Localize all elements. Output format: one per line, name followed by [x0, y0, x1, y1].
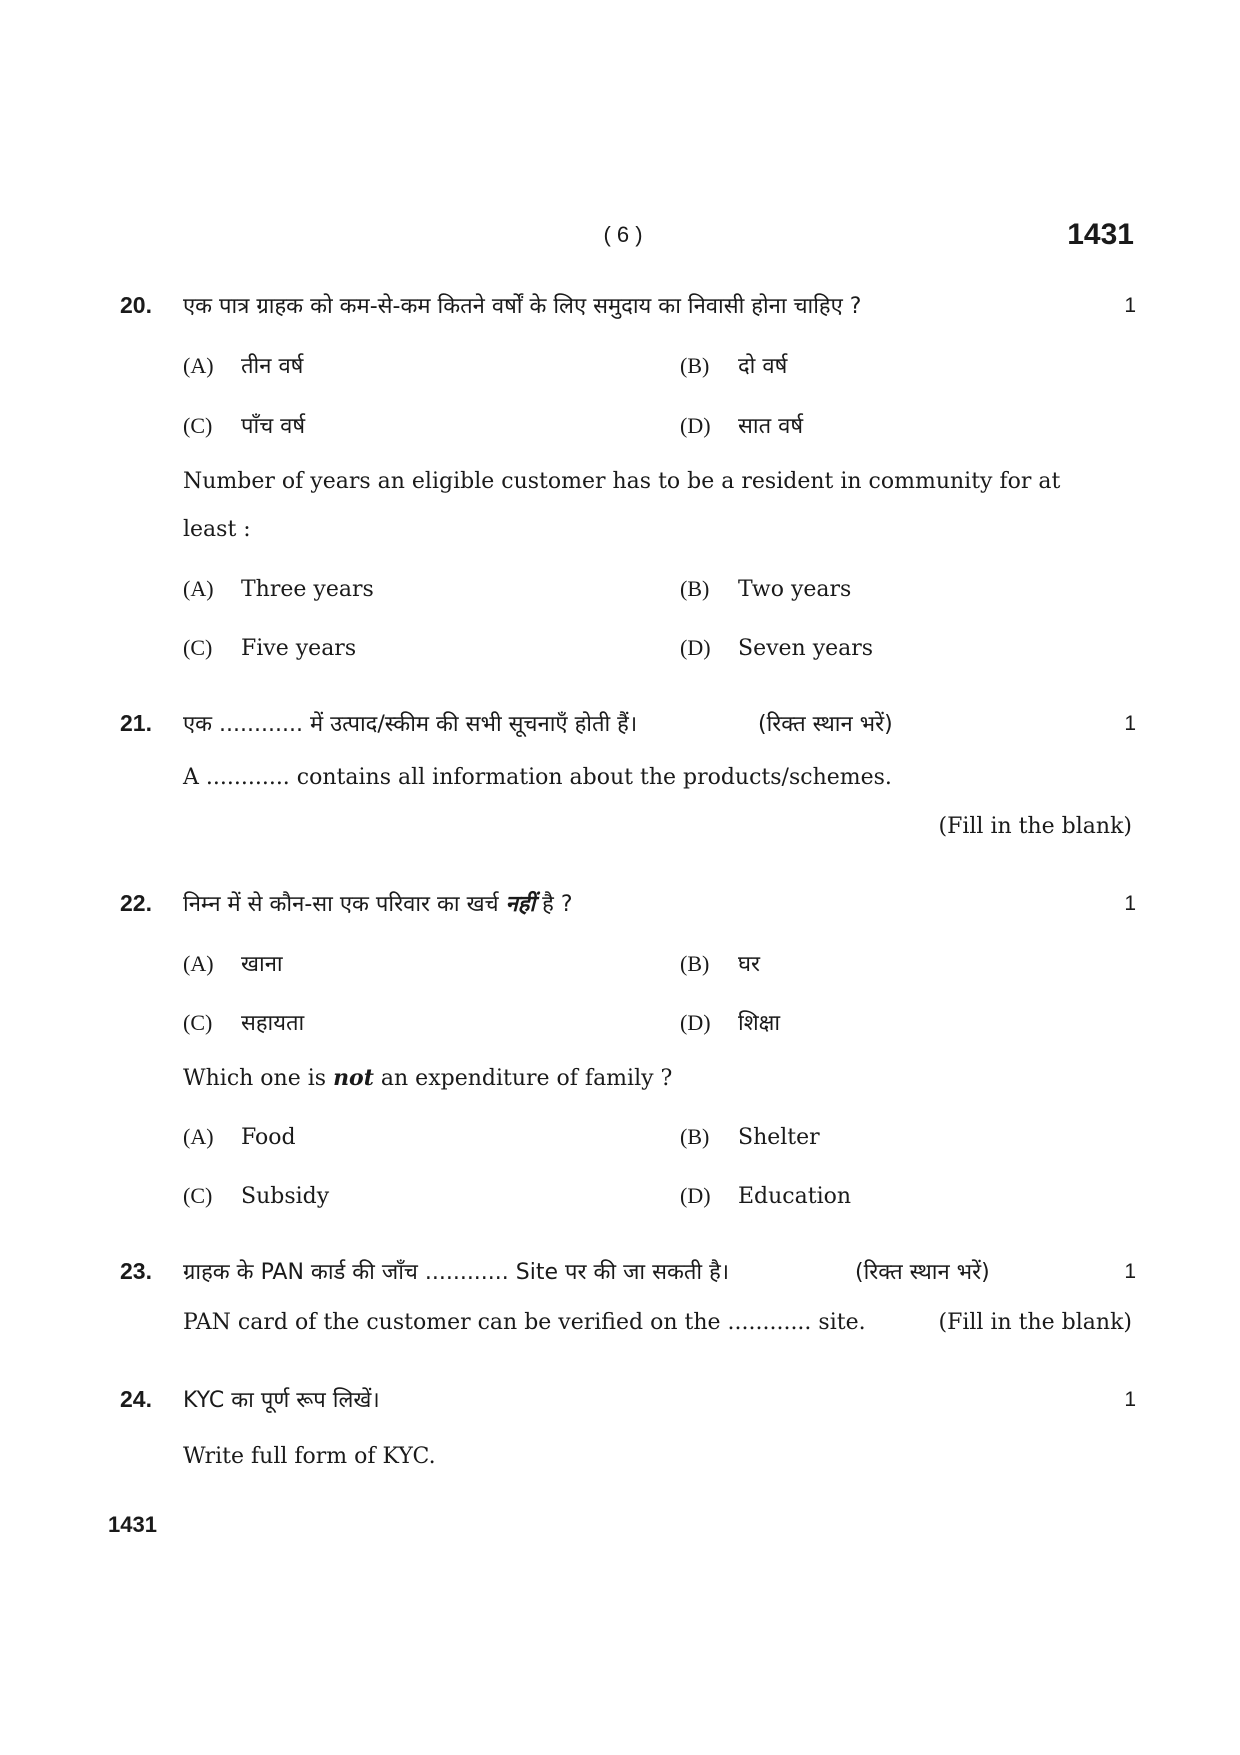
question-text-english	[183, 1065, 672, 1091]
question-text-english: Write full form of KYC.	[183, 1444, 436, 1469]
option-label: (A)	[183, 353, 214, 378]
option-text: घर	[738, 952, 761, 977]
option-text: शिक्षा	[738, 1011, 781, 1036]
option-d-hindi	[680, 410, 803, 440]
option-text: तीन वर्ष	[241, 354, 304, 379]
option-text: Shelter	[738, 1125, 820, 1150]
question-text-english: Number of years an eligible customer has to be a resident in community for at	[183, 469, 1061, 494]
question-marks: 1	[1124, 712, 1136, 735]
question-emphasis: नहीं	[505, 892, 536, 917]
paper-code-header: 1431	[1067, 218, 1134, 251]
question-text-english-cont: least :	[183, 517, 251, 542]
paper-code-footer: 1431	[108, 1512, 157, 1537]
question-marks: 1	[1124, 294, 1136, 317]
option-b-english	[680, 1124, 820, 1150]
option-label: (C)	[183, 413, 213, 438]
fill-instruction-hindi: (रिक्त स्थान भरें)	[855, 1260, 990, 1285]
option-text: खाना	[241, 952, 283, 977]
question-number: 22.	[120, 890, 152, 916]
question-text-part: निम्न में से कौन-सा एक परिवार का खर्च	[183, 892, 499, 917]
option-a-hindi	[183, 948, 283, 978]
option-c-english	[183, 635, 356, 661]
question-text-hindi: ग्राहक के PAN कार्ड की जाँच ............ Site पर की जा सकती है।	[183, 1260, 730, 1285]
option-text: Two years	[738, 577, 852, 602]
option-label: (D)	[680, 1183, 711, 1208]
option-label: (D)	[680, 635, 711, 660]
option-label: (C)	[183, 635, 213, 660]
option-c-hindi	[183, 1007, 304, 1037]
option-c-hindi	[183, 410, 305, 440]
option-d-hindi	[680, 1007, 780, 1037]
fill-instruction-hindi: (रिक्त स्थान भरें)	[758, 712, 893, 737]
question-text-part: Which one is	[183, 1066, 327, 1091]
question-marks: 1	[1124, 1388, 1136, 1411]
question-number: 21.	[120, 710, 152, 736]
option-label: (A)	[183, 576, 214, 601]
option-text: Seven years	[738, 636, 874, 661]
option-text: दो वर्ष	[738, 354, 788, 379]
question-text-part: an expenditure of family ?	[380, 1066, 673, 1091]
option-a-english	[183, 1124, 296, 1150]
option-text: Food	[241, 1125, 296, 1150]
option-text: Three years	[241, 577, 374, 602]
fill-instruction-english: (Fill in the blank)	[938, 814, 1132, 839]
option-b-english	[680, 576, 851, 602]
question-text-hindi: KYC का पूर्ण रूप लिखें।	[183, 1388, 380, 1413]
option-label: (D)	[680, 413, 711, 438]
question-text-english: PAN card of the customer can be verified on the ............ site.	[183, 1310, 866, 1335]
question-number: 24.	[120, 1386, 152, 1412]
question-marks: 1	[1124, 1260, 1136, 1283]
question-text-hindi: एक पात्र ग्राहक को कम-से-कम कितने वर्षों के लिए समुदाय का निवासी होना चाहिए ?	[183, 294, 862, 319]
option-label: (A)	[183, 951, 214, 976]
option-label: (A)	[183, 1124, 214, 1149]
option-b-hindi	[680, 350, 787, 380]
page-number: ( 6 )	[603, 222, 643, 247]
question-emphasis: not	[333, 1065, 374, 1091]
fill-instruction-english: (Fill in the blank)	[938, 1310, 1132, 1335]
question-marks: 1	[1124, 892, 1136, 915]
option-text: Five years	[241, 636, 357, 661]
question-number: 23.	[120, 1258, 152, 1284]
question-number: 20.	[120, 292, 152, 318]
option-text: पाँच वर्ष	[241, 414, 306, 439]
option-label: (C)	[183, 1010, 213, 1035]
option-label: (C)	[183, 1183, 213, 1208]
option-d-english	[680, 635, 873, 661]
question-text-part: है ?	[542, 892, 573, 917]
option-a-hindi	[183, 350, 303, 380]
option-label: (B)	[680, 951, 710, 976]
option-d-english	[680, 1183, 851, 1209]
option-label: (D)	[680, 1010, 711, 1035]
option-label: (B)	[680, 1124, 710, 1149]
option-text: Subsidy	[241, 1184, 330, 1209]
option-text: Education	[738, 1184, 852, 1209]
question-text-english: A ............ contains all information about the products/schemes.	[183, 765, 892, 790]
option-text: सात वर्ष	[738, 414, 804, 439]
option-label: (B)	[680, 576, 710, 601]
option-label: (B)	[680, 353, 710, 378]
question-text-hindi: एक ............ में उत्पाद/स्कीम की सभी सूचनाएँ होती हैं।	[183, 712, 638, 737]
option-a-english	[183, 576, 374, 602]
question-text-hindi	[183, 888, 573, 918]
option-text: सहायता	[241, 1011, 305, 1036]
option-c-english	[183, 1183, 329, 1209]
option-b-hindi	[680, 948, 760, 978]
